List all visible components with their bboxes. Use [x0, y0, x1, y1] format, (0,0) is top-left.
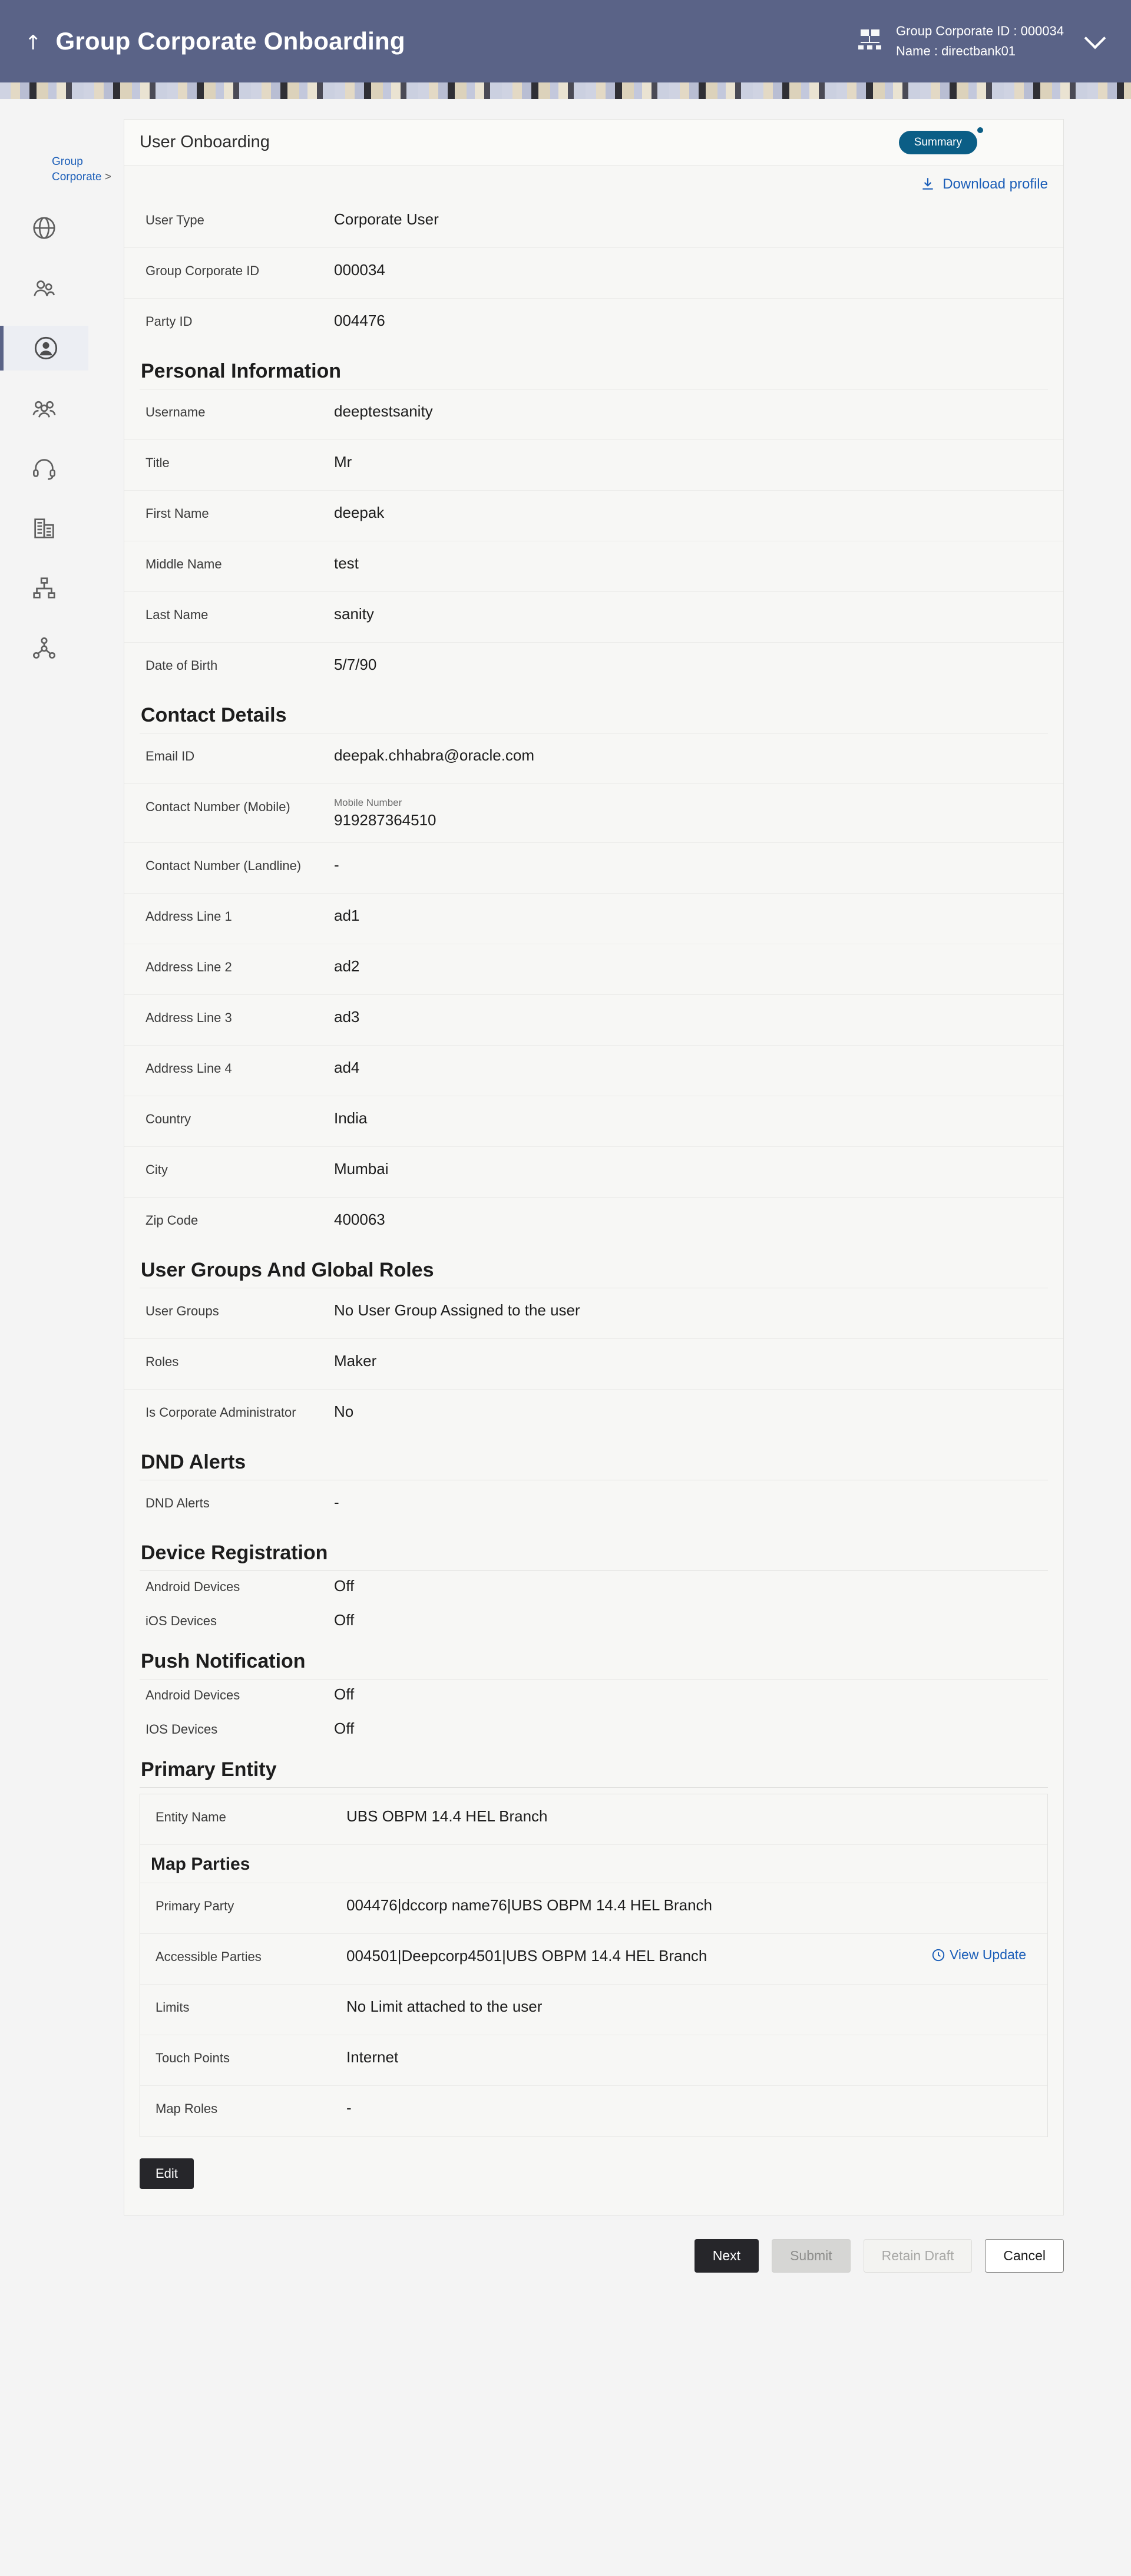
field-value: deepak.chhabra@oracle.com: [334, 746, 535, 764]
field-label: Accessible Parties: [156, 1949, 262, 1964]
back-arrow-icon[interactable]: ↗: [19, 28, 47, 56]
field-row: [124, 894, 1063, 944]
left-rail: [0, 99, 124, 671]
field-value: Off: [334, 1685, 355, 1703]
field-label: Roles: [145, 1354, 179, 1369]
field-row: [124, 1714, 1063, 1748]
card-header: [124, 120, 1063, 166]
field-row: [124, 197, 1063, 248]
sidebar-item-support[interactable]: [0, 446, 88, 491]
page-title: Group Corporate Onboarding: [55, 27, 405, 55]
breadcrumb-arrow: >: [104, 170, 111, 183]
field-row: [140, 1794, 1047, 1845]
field-value: Maker: [334, 1352, 377, 1370]
field-label: Username: [145, 405, 206, 419]
submit-button: Submit: [772, 2239, 851, 2273]
field-label: Zip Code: [145, 1213, 199, 1228]
corporate-hierarchy-icon: [856, 29, 883, 53]
field-label: Android Devices: [145, 1579, 240, 1594]
breadcrumb-label[interactable]: Group Corporate: [52, 156, 102, 183]
field-value: ad2: [334, 957, 360, 975]
table-row: [140, 1883, 1047, 1934]
field-row: [124, 1147, 1063, 1198]
field-label: Country: [145, 1112, 191, 1126]
field-label: Address Line 1: [145, 909, 232, 924]
sidebar-item-user-groups[interactable]: [0, 386, 88, 431]
globe-icon: [31, 214, 58, 242]
field-row: [124, 643, 1063, 693]
table-row: [140, 1934, 1047, 1985]
rail-item-list: [0, 206, 124, 671]
field-label: Limits: [156, 2000, 190, 2015]
sidebar-item-globe[interactable]: [0, 206, 88, 250]
footer-actions: [124, 2215, 1064, 2308]
field-row: [124, 1096, 1063, 1147]
field-value: Internet: [346, 2048, 399, 2066]
field-row: [124, 995, 1063, 1046]
table-row: [140, 2035, 1047, 2086]
field-row: [124, 1288, 1063, 1339]
field-row: [124, 541, 1063, 592]
field-label: Contact Number (Landline): [145, 858, 302, 873]
field-value: 004476|dccorp name76|UBS OBPM 14.4 HEL Branch: [346, 1896, 713, 1914]
field-value: -: [346, 2099, 352, 2117]
field-value: No: [334, 1403, 354, 1420]
section-title-primary-entity: Primary Entity: [140, 1748, 1048, 1788]
sidebar-item-user-onboarding[interactable]: [0, 326, 88, 371]
field-value: Off: [334, 1611, 355, 1629]
field-value: test: [334, 554, 359, 572]
field-row: [124, 733, 1063, 784]
header-corporate-id: Group Corporate ID : 000034: [896, 23, 1064, 38]
field-label: Is Corporate Administrator: [145, 1405, 296, 1420]
user-onboarding-card: [124, 119, 1064, 2215]
sidebar-item-entity[interactable]: [0, 506, 88, 551]
sitemap-icon: [31, 575, 58, 602]
field-label: DND Alerts: [145, 1496, 210, 1510]
field-value: ad1: [334, 907, 360, 924]
field-label: Middle Name: [145, 557, 222, 571]
card-title: User Onboarding: [140, 133, 270, 151]
primary-entity-box: [140, 1794, 1048, 2137]
field-label: Touch Points: [156, 2051, 230, 2065]
retain-draft-button: Retain Draft: [864, 2239, 973, 2273]
field-value: Corporate User: [334, 210, 439, 228]
field-label: Contact Number (Mobile): [145, 799, 290, 814]
sidebar-item-party[interactable]: [0, 266, 88, 310]
field-value: ad3: [334, 1008, 360, 1026]
field-row: [124, 1571, 1063, 1605]
section-title-push-notification: Push Notification: [140, 1639, 1048, 1679]
field-row: [124, 1339, 1063, 1390]
field-value: 000034: [334, 261, 385, 279]
history-clock-icon: [931, 1947, 946, 1963]
next-button[interactable]: Next: [695, 2239, 759, 2273]
field-row: [124, 491, 1063, 541]
download-profile-button[interactable]: [920, 176, 1048, 193]
field-row: [124, 592, 1063, 643]
field-value: Off: [334, 1577, 355, 1595]
summary-area: [899, 131, 1048, 154]
field-label: Address Line 2: [145, 960, 232, 974]
field-value: 004501|Deepcorp4501|UBS OBPM 14.4 HEL Branch: [346, 1947, 707, 1965]
download-profile-row: [124, 166, 1063, 197]
field-value: Off: [334, 1719, 355, 1737]
field-value: deepak: [334, 504, 385, 521]
field-label: Last Name: [145, 607, 209, 622]
page-body: [0, 99, 1131, 2308]
field-value-with-sub: [334, 797, 436, 829]
app-header: [0, 0, 1131, 82]
field-row: [124, 944, 1063, 995]
field-value: India: [334, 1109, 368, 1127]
view-update-button[interactable]: [931, 1947, 1032, 1963]
field-row: [124, 1679, 1063, 1714]
field-value: sanity: [334, 605, 374, 623]
building-icon: [31, 515, 58, 542]
field-value: Mr: [334, 453, 352, 471]
field-row: [124, 1046, 1063, 1096]
field-value: UBS OBPM 14.4 HEL Branch: [346, 1807, 548, 1825]
download-icon: [920, 176, 935, 193]
table-row: [140, 2086, 1047, 2137]
field-value: No Limit attached to the user: [346, 1998, 543, 2015]
field-row: [124, 440, 1063, 491]
user-circle-icon: [32, 335, 59, 362]
field-label: Group Corporate ID: [145, 263, 260, 278]
users-group-icon: [31, 395, 58, 422]
field-label: Primary Party: [156, 1899, 234, 1913]
field-label: User Groups: [145, 1304, 219, 1318]
party-icon: [31, 275, 58, 302]
summary-badge-dot: [977, 127, 983, 133]
network-icon: [31, 635, 58, 662]
field-label: City: [145, 1162, 168, 1177]
main-content: [124, 99, 1131, 2308]
field-value: 004476: [334, 312, 385, 329]
field-value: ad4: [334, 1059, 360, 1076]
section-title-contact-details: Contact Details: [140, 693, 1048, 733]
field-label: Map Roles: [156, 2101, 218, 2116]
decorative-banner-strip: [0, 82, 1131, 99]
field-value: 400063: [334, 1211, 385, 1228]
field-label: Android Devices: [145, 1688, 240, 1702]
section-title-dnd-alerts: DND Alerts: [140, 1440, 1048, 1480]
table-row: [140, 1985, 1047, 2035]
field-label: Date of Birth: [145, 658, 218, 673]
sidebar-item-network[interactable]: [0, 626, 88, 671]
download-profile-label: Download profile: [943, 176, 1048, 192]
field-row: [124, 1605, 1063, 1639]
edit-button[interactable]: Edit: [140, 2158, 194, 2189]
field-label: User Type: [145, 213, 204, 227]
field-label: Address Line 4: [145, 1061, 232, 1076]
section-title-device-registration: Device Registration: [140, 1531, 1048, 1571]
section-title-user-groups-global-roles: User Groups And Global Roles: [140, 1248, 1048, 1288]
field-label: Address Line 3: [145, 1010, 232, 1025]
field-label: iOS Devices: [145, 1613, 217, 1628]
field-row: [124, 784, 1063, 843]
field-label: Party ID: [145, 314, 193, 329]
field-label: Email ID: [145, 749, 195, 763]
field-value: 919287364510: [334, 811, 436, 829]
field-sublabel: Mobile Number: [334, 797, 402, 808]
chevron-down-icon[interactable]: [1084, 28, 1106, 49]
field-row: [124, 1480, 1063, 1531]
field-value: deeptestsanity: [334, 402, 433, 420]
field-row: [124, 389, 1063, 440]
field-value: -: [334, 1493, 339, 1511]
header-corporate-meta: [896, 21, 1064, 61]
summary-button[interactable]: Summary: [899, 131, 977, 154]
field-value: No User Group Assigned to the user: [334, 1301, 580, 1319]
header-corporate-name: Name : directbank01: [896, 44, 1016, 58]
section-title-map-parties: Map Parties: [140, 1845, 1047, 1883]
field-row: [124, 843, 1063, 894]
breadcrumb[interactable]: [0, 108, 124, 184]
section-title-personal-information: Personal Information: [140, 349, 1048, 389]
headset-icon: [31, 455, 58, 482]
cancel-button[interactable]: Cancel: [985, 2239, 1064, 2273]
view-update-label: View Update: [950, 1947, 1026, 1962]
field-value: Mumbai: [334, 1160, 389, 1178]
field-row: [124, 248, 1063, 299]
field-value: 5/7/90: [334, 656, 377, 673]
edit-row: [124, 2137, 1063, 2215]
sidebar-item-sitemap[interactable]: [0, 566, 88, 611]
field-label: IOS Devices: [145, 1722, 218, 1737]
field-value: -: [334, 856, 339, 874]
field-row: [124, 1198, 1063, 1248]
field-label: Entity Name: [156, 1810, 226, 1824]
header-account-area[interactable]: [856, 21, 1107, 61]
field-row: [124, 1390, 1063, 1440]
field-label: First Name: [145, 506, 209, 521]
field-row: [124, 299, 1063, 349]
field-label: Title: [145, 455, 170, 470]
